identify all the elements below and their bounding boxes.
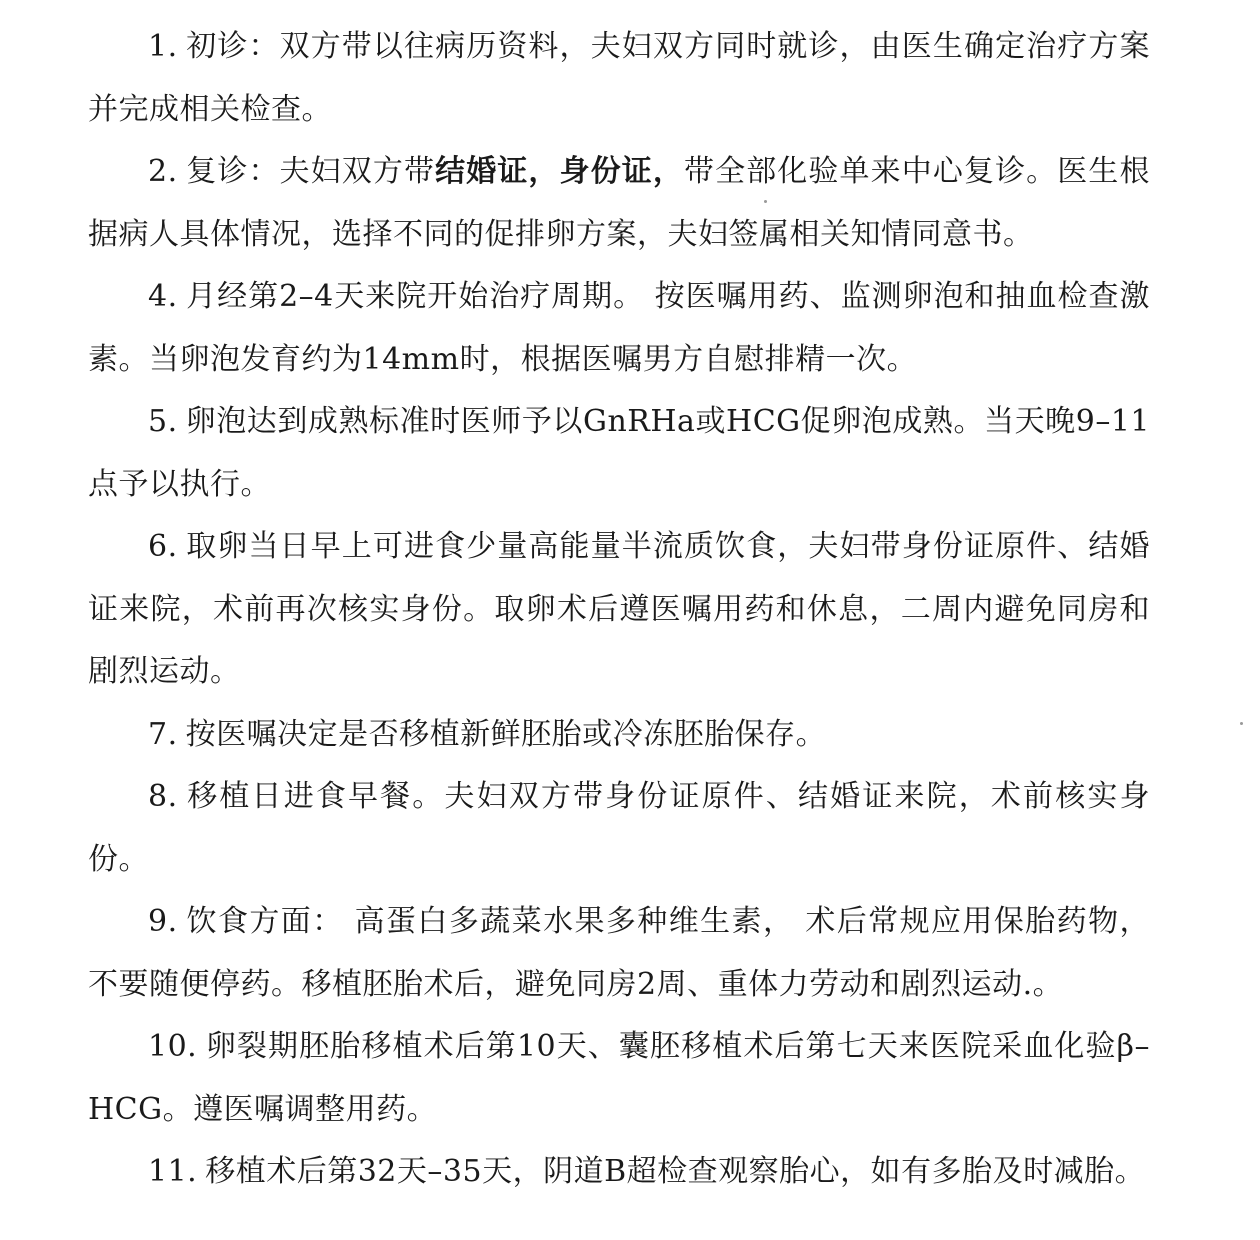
item-number: 8. [148,779,178,814]
item-text-before: 复诊：夫妇双方带 [185,154,436,189]
item-text: 取卵当日早上可进食少量高能量半流质饮食，夫妇带身份证原件、结婚证来院，术前再次核实身份。取卵术后遵医嘱用药和休息，二周内避免同房和剧烈运动。 [88,529,1150,689]
item-text: 卵泡达到成熟标准时医师予以GnRHa或HCG促卵泡成熟。当天晚9–11点予以执行。 [88,404,1150,502]
item-10 [88,1016,1150,1141]
item-number: 10. [148,1029,198,1064]
item-text: 移植术后第32天–35天，阴道B超检查观察胎心，如有多胎及时减胎。 [205,1154,1146,1189]
item-number: 6. [148,529,178,564]
item-text: 移植日进食早餐。夫妇双方带身份证原件、结婚证来院，术前核实身份。 [88,779,1150,877]
item-text: 月经第2–4天来院开始治疗周期。 按医嘱用药、监测卵泡和抽血检查激素。当卵泡发育约为14mm时，根据医嘱男方自慰排精一次。 [88,279,1150,377]
item-text: 卵裂期胚胎移植术后第10天、囊胚移植术后第七天来医院采血化验β–HCG。遵医嘱调整用药。 [88,1029,1150,1127]
item-2 [88,141,1150,266]
item-number: 2. [148,154,178,189]
item-7 [88,704,1150,767]
scan-speck [1240,722,1243,725]
item-9 [88,891,1150,1016]
item-text: 饮食方面： 高蛋白多蔬菜水果多种维生素， 术后常规应用保胎药物，不要随便停药。移植胚胎术后，避免同房2周、重体力劳动和剧烈运动.。 [88,904,1150,1002]
item-number: 7. [148,716,178,752]
item-1 [88,16,1150,141]
item-number: 5. [148,404,178,439]
item-number: 4. [148,279,178,314]
item-text: 初诊：双方带以往病历资料，夫妇双方同时就诊，由医生确定治疗方案并完成相关检查。 [88,29,1150,127]
item-text-bold: 结婚证，身份证， [435,154,684,189]
item-text: 按医嘱决定是否移植新鲜胚胎或冷冻胚胎保存。 [185,716,827,752]
item-number: 9. [148,904,178,939]
item-number: 11. [148,1154,198,1189]
item-5 [88,391,1150,516]
item-number: 1. [148,29,178,64]
item-6 [88,516,1150,704]
scan-speck [764,200,767,203]
item-8 [88,766,1150,891]
item-4 [88,266,1150,391]
item-text-after: 带全部化验单来中心复诊。医生根据病人具体情况，选择不同的促排卵方案，夫妇签属相关知情同意书。 [88,154,1151,252]
item-11 [88,1141,1150,1204]
